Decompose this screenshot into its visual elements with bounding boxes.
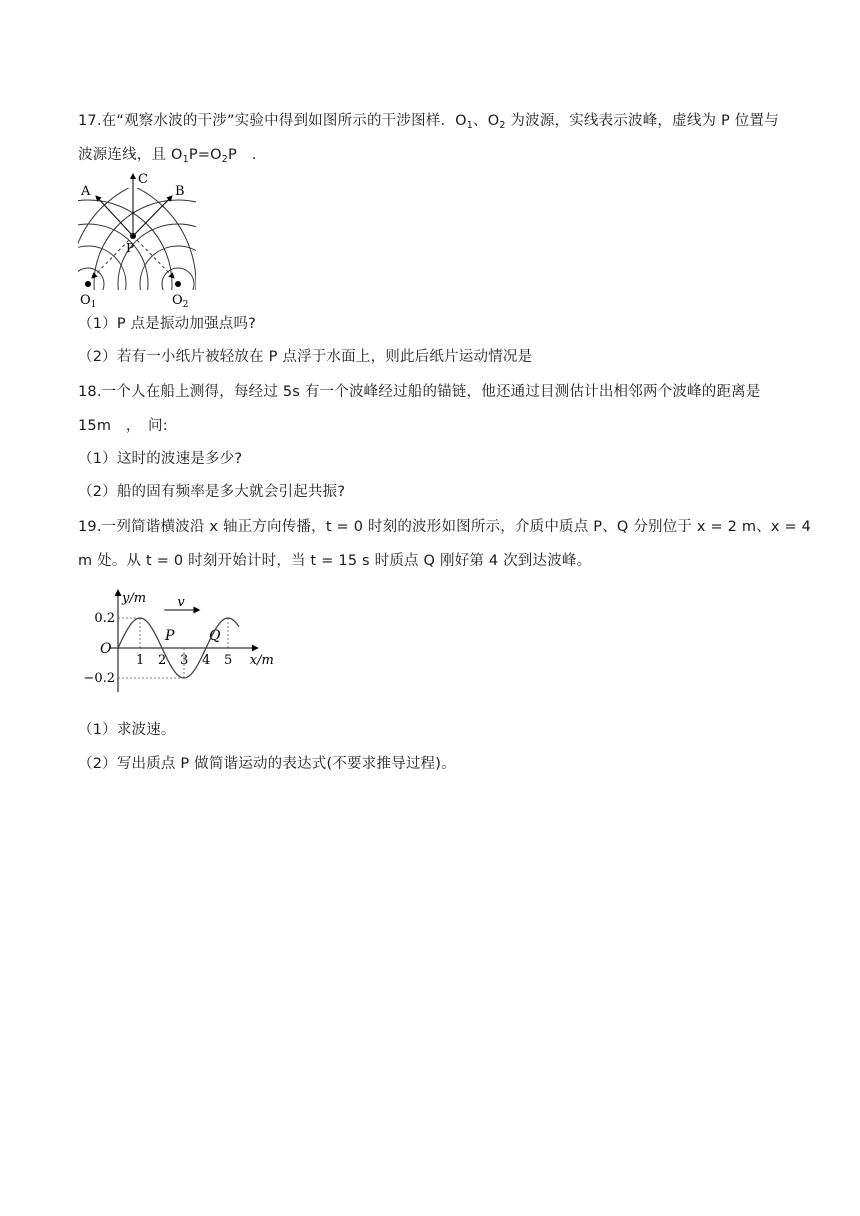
q19-part-1: （1）求波速。 (78, 722, 176, 738)
point-label-q: Q (209, 628, 221, 644)
y-tick-label: 0.2 (94, 611, 115, 626)
x-tick-label: 1 (136, 653, 145, 668)
q18-part-2: （2）船的固有频率是多大就会引起共振? (78, 484, 346, 500)
x-tick-label: 2 (158, 653, 167, 668)
x-tick-label: 5 (224, 653, 233, 668)
source-o1 (85, 281, 91, 287)
label-a: A (81, 184, 91, 199)
y-axis-label: y/m (122, 591, 147, 606)
velocity-label: v (177, 595, 185, 610)
q17-part-2: （2）若有一小纸片被轻放在 P 点浮于水面上，则此后纸片运动情况是 (78, 349, 533, 365)
q19-part-2: （2）写出质点 P 做简谐运动的表达式(不要求推导过程)。 (78, 756, 456, 772)
q19-line-2: m 处。从 t = 0 时刻开始计时，当 t = 15 s 时质点 Q 刚好第 4 次到达波峰。 (78, 553, 592, 569)
x-tick-label: 4 (202, 653, 211, 668)
q18-part-1: （1）这时的波速是多少? (78, 451, 243, 467)
x-axis-label: x/m (249, 653, 274, 668)
label-c: C (138, 172, 148, 187)
q17-line-1: 17.在“观察水波的干涉”实验中得到如图所示的干涉图样．$O_1$、$O_2$ 为波源，实线表示波峰，虚线为 P 位置与 (78, 113, 779, 131)
q17-line-2: 波源连线，且 $O_1P=O_2P$ . (78, 147, 257, 165)
point-label-p: P (165, 628, 175, 644)
x-tick-label: 3 (180, 653, 189, 668)
source-o2 (175, 281, 181, 287)
q18-line-2: 15m ， 问: (78, 418, 168, 434)
q19-line-1: 19.一列简谐横波沿 x 轴正方向传播，t = 0 时刻的波形如图所示，介质中质点 P、Q 分别位于 x = 2 m、x = 4 (78, 519, 812, 535)
label-o2: $O_2$ (172, 293, 189, 310)
y-tick-label: −0.2 (83, 671, 115, 686)
origin-label: O (100, 641, 112, 657)
interference-figure (78, 168, 196, 310)
q18-line-1: 18.一个人在船上测得，每经过 5s 有一个波峰经过船的锚链，他还通过目测估计出相邻两个波峰的距离是 (78, 384, 761, 400)
label-o1: $O_1$ (80, 293, 97, 310)
label-p: P (126, 241, 135, 255)
point-p (130, 233, 136, 239)
q17-part-1: （1）P 点是振动加强点吗? (78, 316, 257, 332)
label-b: B (175, 184, 185, 199)
wave-chart (78, 588, 298, 703)
